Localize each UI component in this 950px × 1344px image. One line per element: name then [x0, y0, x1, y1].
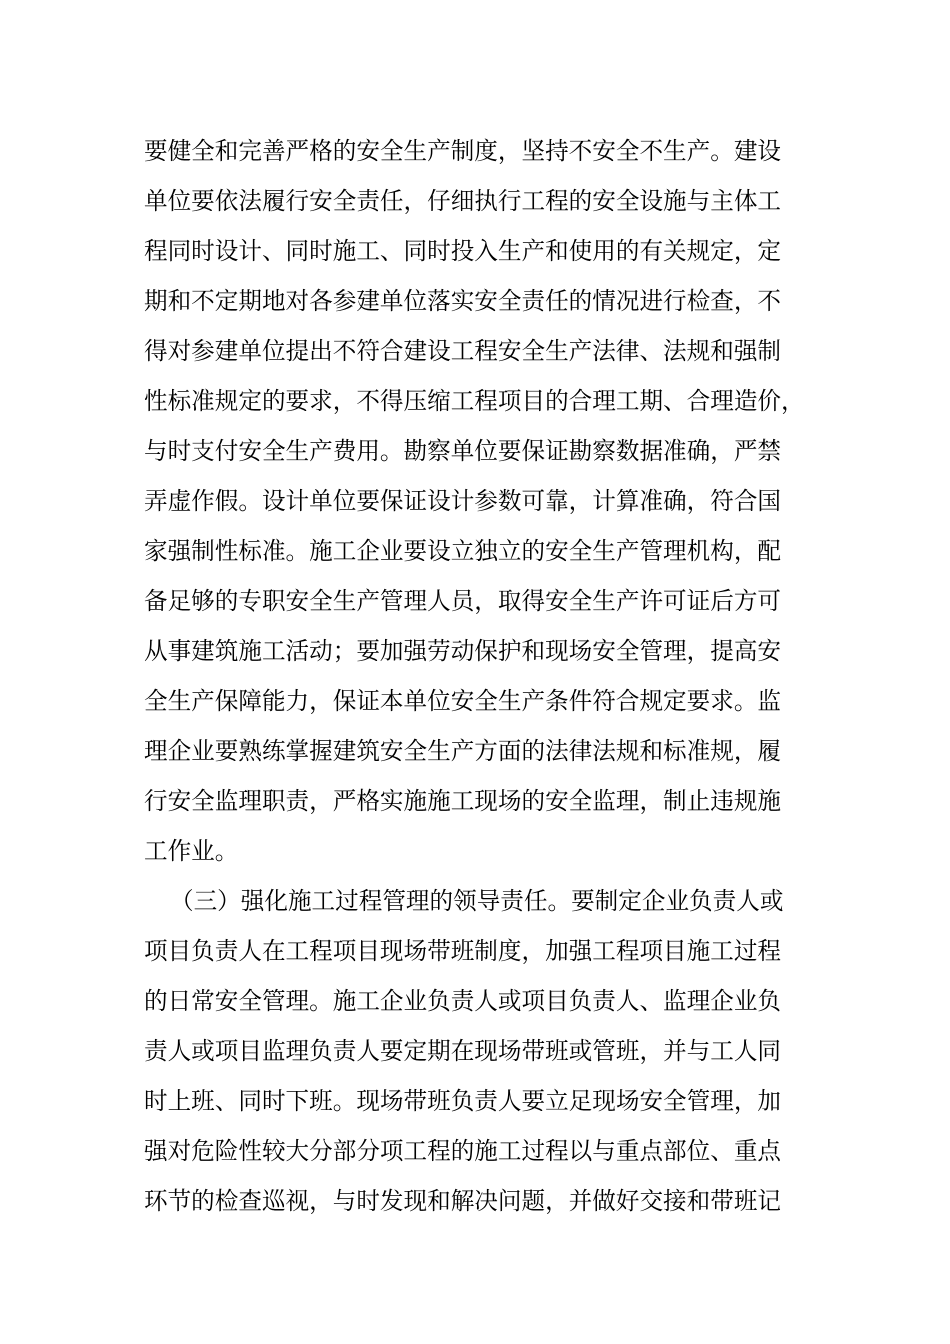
text-line: 从事建筑施工活动；要加强劳动保护和现场安全管理，提高安 [144, 637, 782, 665]
text-line: 程同时设计、同时施工、同时投入生产和使用的有关规定，定 [144, 237, 782, 265]
text-line: 单位要依法履行安全责任，仔细执行工程的安全设施与主体工 [144, 187, 782, 215]
text-line: 要健全和完善严格的安全生产制度，坚持不安全不生产。建设 [144, 137, 782, 165]
text-line: 期和不定期地对各参建单位落实安全责任的情况进行检查，不 [144, 287, 782, 315]
section-heading-line: （三）强化施工过程管理的领导责任。要制定企业负责人或 [170, 887, 784, 915]
text-line: 工作业。 [144, 837, 239, 865]
text-line: 责人或项目监理负责人要定期在现场带班或管班，并与工人同 [144, 1037, 782, 1065]
text-line: 全生产保障能力，保证本单位安全生产条件符合规定要求。监 [144, 687, 782, 715]
text-line: 时上班、同时下班。现场带班负责人要立足现场安全管理，加 [144, 1087, 782, 1115]
text-line: 的日常安全管理。施工企业负责人或项目负责人、监理企业负 [144, 987, 782, 1015]
text-line: 行安全监理职责，严格实施施工现场的安全监理，制止违规施 [144, 787, 782, 815]
text-line: 与时支付安全生产费用。勘察单位要保证勘察数据准确，严禁 [144, 437, 782, 465]
text-line: 备足够的专职安全生产管理人员，取得安全生产许可证后方可 [144, 587, 782, 615]
text-line: 得对参建单位提出不符合建设工程安全生产法律、法规和强制 [144, 337, 782, 365]
text-line: 性标准规定的要求，不得压缩工程项目的合理工期、合理造价， [144, 387, 805, 415]
text-line: 弄虚作假。设计单位要保证设计参数可靠，计算准确，符合国 [144, 487, 782, 515]
text-line: 项目负责人在工程项目现场带班制度，加强工程项目施工过程 [144, 937, 782, 965]
document-body [144, 126, 804, 1226]
text-line: 环节的检查巡视，与时发现和解决问题，并做好交接和带班记 [144, 1187, 782, 1215]
text-line: 家强制性标准。施工企业要设立独立的安全生产管理机构，配 [144, 537, 782, 565]
text-line: 理企业要熟练掌握建筑安全生产方面的法律法规和标准规，履 [144, 737, 782, 765]
text-line: 强对危险性较大分部分项工程的施工过程以与重点部位、重点 [144, 1137, 782, 1165]
